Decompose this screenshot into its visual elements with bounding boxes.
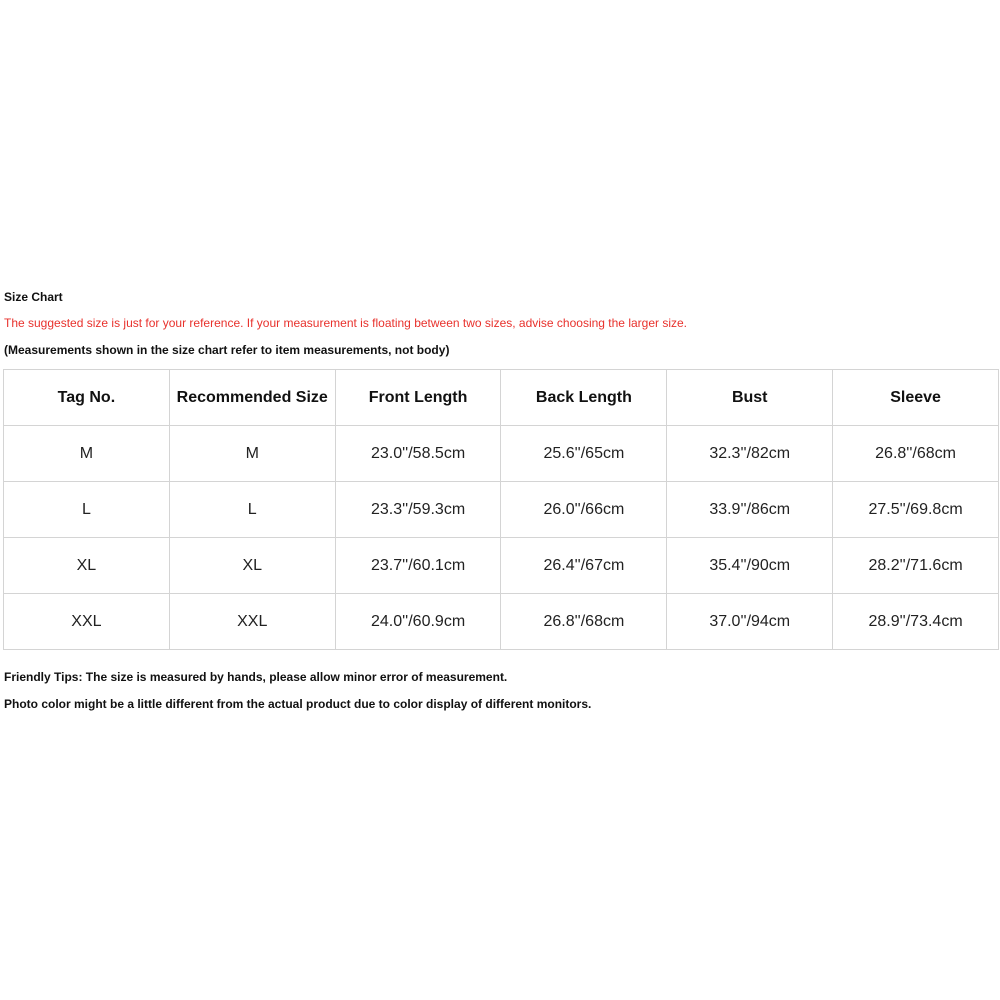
size-suggestion-note: The suggested size is just for your reference. If your measurement is floating between two sizes, advise choosing the larger size.	[4, 316, 688, 330]
cell-back-length: 26.8''/68cm	[501, 594, 667, 650]
header-bust: Bust	[667, 370, 833, 426]
measurement-note: (Measurements shown in the size chart refer to item measurements, not body)	[4, 343, 450, 357]
cell-bust: 35.4''/90cm	[667, 538, 833, 594]
cell-front-length: 23.0''/58.5cm	[335, 426, 501, 482]
header-back-length: Back Length	[501, 370, 667, 426]
cell-back-length: 25.6''/65cm	[501, 426, 667, 482]
cell-tag-no: XL	[4, 538, 170, 594]
header-sleeve: Sleeve	[833, 370, 999, 426]
cell-sleeve: 26.8''/68cm	[833, 426, 999, 482]
cell-tag-no: L	[4, 482, 170, 538]
table-row	[4, 426, 999, 482]
table-row	[4, 594, 999, 650]
cell-sleeve: 28.9''/73.4cm	[833, 594, 999, 650]
cell-front-length: 24.0''/60.9cm	[335, 594, 501, 650]
friendly-tip: Friendly Tips: The size is measured by hands, please allow minor error of measurement.	[4, 670, 508, 684]
cell-front-length: 23.7''/60.1cm	[335, 538, 501, 594]
cell-bust: 33.9''/86cm	[667, 482, 833, 538]
header-recommended-size: Recommended Size	[169, 370, 335, 426]
cell-sleeve: 28.2''/71.6cm	[833, 538, 999, 594]
cell-back-length: 26.4''/67cm	[501, 538, 667, 594]
table-row	[4, 482, 999, 538]
table-row	[4, 538, 999, 594]
photo-color-note: Photo color might be a little different from the actual product due to color display of different monitors.	[4, 697, 592, 711]
cell-recommended-size: XXL	[169, 594, 335, 650]
cell-recommended-size: L	[169, 482, 335, 538]
header-front-length: Front Length	[335, 370, 501, 426]
cell-recommended-size: XL	[169, 538, 335, 594]
cell-back-length: 26.0''/66cm	[501, 482, 667, 538]
cell-front-length: 23.3''/59.3cm	[335, 482, 501, 538]
cell-sleeve: 27.5''/69.8cm	[833, 482, 999, 538]
size-table	[3, 369, 999, 650]
cell-recommended-size: M	[169, 426, 335, 482]
cell-tag-no: M	[4, 426, 170, 482]
table-header-row	[4, 370, 999, 426]
cell-tag-no: XXL	[4, 594, 170, 650]
header-tag-no: Tag No.	[4, 370, 170, 426]
size-chart-title: Size Chart	[4, 290, 63, 304]
cell-bust: 32.3''/82cm	[667, 426, 833, 482]
cell-bust: 37.0''/94cm	[667, 594, 833, 650]
